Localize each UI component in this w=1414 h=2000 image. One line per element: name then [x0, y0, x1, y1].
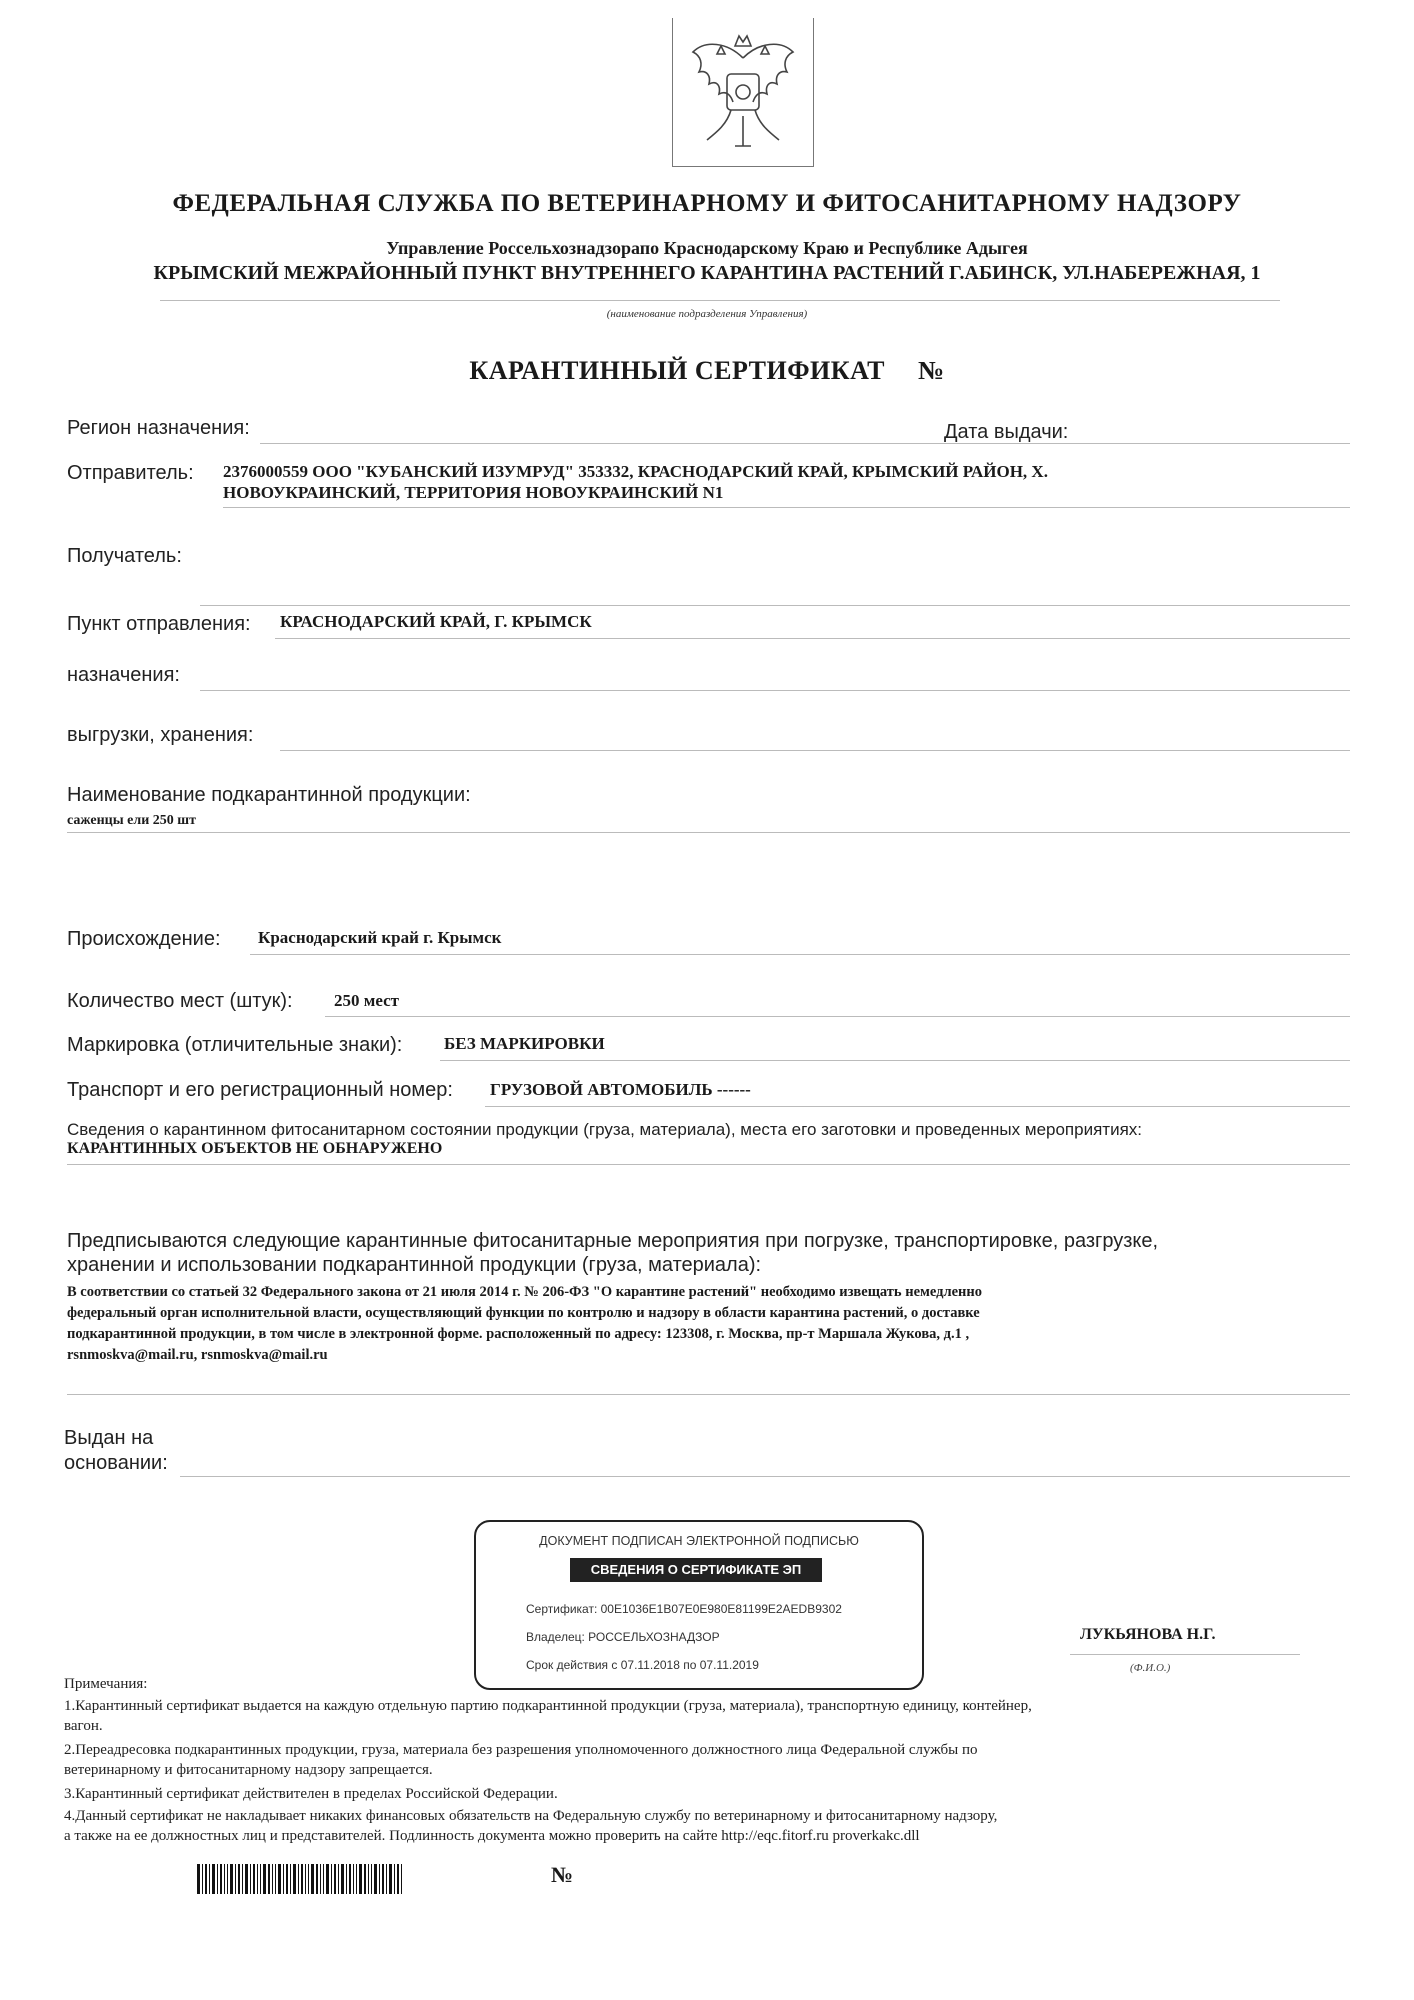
signer-caption: (Ф.И.О.)	[1130, 1662, 1171, 1674]
quantity-label: Количество мест (штук):	[67, 990, 293, 1012]
dispatch-label: Пункт отправления:	[67, 613, 251, 635]
agency-name: ФЕДЕРАЛЬНАЯ СЛУЖБА ПО ВЕТЕРИНАРНОМУ И ФИТОСАНИТАРНОМУ НАДЗОРУ	[172, 190, 1242, 217]
note-2b: ветеринарному и фитосанитарному надзору запрещается.	[64, 1762, 433, 1778]
recipient-rule	[200, 605, 1350, 606]
measures-text-4: rsnmoskva@mail.ru, rsnmoskva@mail.ru	[67, 1347, 328, 1363]
basis-rule	[180, 1476, 1350, 1477]
signer-rule	[1070, 1654, 1300, 1655]
recipient-label: Получатель:	[67, 545, 182, 567]
note-4a: 4.Данный сертификат не накладывает никаких финансовых обязательств на Федеральную службу по ветеринарному и фитосанитарному надзору,	[64, 1808, 998, 1824]
signer-name: ЛУКЬЯНОВА Н.Г.	[1080, 1626, 1216, 1643]
notes-heading: Примечания:	[64, 1676, 148, 1692]
sender-line-2: НОВОУКРАИНСКИЙ, ТЕРРИТОРИЯ НОВОУКРАИНСКИЙ N1	[223, 483, 724, 502]
marking-value: БЕЗ МАРКИРОВКИ	[444, 1034, 605, 1053]
issue-date-label: Дата выдачи:	[944, 421, 1069, 443]
basis-label-1: Выдан на	[64, 1427, 154, 1449]
dispatch-rule	[275, 638, 1350, 639]
department-name: Управление Россельхознадзорапо Краснодарскому Краю и Республике Адыгея	[386, 238, 1028, 258]
region-rule	[260, 443, 1350, 444]
transport-label: Транспорт и его регистрационный номер:	[67, 1079, 453, 1101]
coat-of-arms-icon	[687, 28, 799, 154]
condition-label: Сведения о карантинном фитосанитарном состоянии продукции (груза, материала), места его заготовки и проведенных мероприятиях:	[67, 1120, 1143, 1139]
quarantine-point-name: КРЫМСКИЙ МЕЖРАЙОННЫЙ ПУНКТ ВНУТРЕННЕГО КАРАНТИНА РАСТЕНИЙ Г.АБИНСК, УЛ.НАБЕРЕЖНАЯ, 1	[153, 262, 1261, 284]
certificate-number-sign: №	[917, 356, 945, 385]
quantity-value: 250 мест	[334, 991, 399, 1010]
transport-value: ГРУЗОВОЙ АВТОМОБИЛЬ ------	[490, 1080, 751, 1099]
measures-label-1: Предписываются следующие карантинные фитосанитарные мероприятия при погрузке, транспортировке, разгрузке,	[67, 1230, 1159, 1252]
barcode-icon	[197, 1864, 402, 1894]
emblem-frame	[672, 18, 814, 167]
marking-label: Маркировка (отличительные знаки):	[67, 1034, 403, 1056]
note-2a: 2.Переадресовка подкарантинных продукции, груза, материала без разрешения уполномоченного должностного лица Федеральной службы по	[64, 1742, 978, 1758]
product-label: Наименование подкарантинной продукции:	[67, 784, 471, 806]
measures-rule	[67, 1394, 1350, 1395]
dispatch-value: КРАСНОДАРСКИЙ КРАЙ, Г. КРЫМСК	[280, 612, 592, 631]
transport-rule	[485, 1106, 1350, 1107]
unloading-label: выгрузки, хранения:	[67, 724, 254, 746]
subdivision-caption: (наименование подразделения Управления)	[606, 308, 808, 320]
basis-label-2: основании:	[64, 1452, 168, 1474]
marking-rule	[440, 1060, 1350, 1061]
measures-label-2: хранении и использовании подкарантинной продукции (груза, материала):	[67, 1254, 762, 1276]
signature-owner: Владелец: РОССЕЛЬХОЗНАДЗОР	[526, 1630, 720, 1644]
measures-text-2: федеральный орган исполнительной власти, осуществляющий функции по контролю и надзору в области карантина растений, о доставке	[67, 1305, 980, 1321]
note-1a: 1.Карантинный сертификат выдается на каждую отдельную партию подкарантинной продукции (груза, материала), транспортную единицу, контейнер,	[64, 1698, 1032, 1714]
signature-heading: ДОКУМЕНТ ПОДПИСАН ЭЛЕКТРОННОЙ ПОДПИСЬЮ	[539, 1534, 859, 1548]
signature-certificate: Сертификат: 00E1036E1B07E0E980E81199E2AEDB9302	[526, 1602, 842, 1616]
certificate-title-text: КАРАНТИННЫЙ СЕРТИФИКАТ	[469, 356, 885, 385]
electronic-signature-stamp	[474, 1520, 924, 1690]
product-rule	[67, 832, 1350, 833]
destination-label: назначения:	[67, 664, 180, 686]
sender-rule	[223, 507, 1350, 508]
condition-value: КАРАНТИННЫХ ОБЪЕКТОВ НЕ ОБНАРУЖЕНО	[67, 1140, 443, 1157]
product-value: саженцы ели 250 шт	[67, 813, 196, 828]
origin-label: Происхождение:	[67, 928, 221, 950]
destination-rule	[200, 690, 1350, 691]
measures-text-1: В соответствии со статьей 32 Федерального закона от 21 июля 2014 г. № 206-ФЗ "О карантине растений" необходимо извещать немедленно	[67, 1284, 983, 1300]
origin-value: Краснодарский край г. Крымск	[258, 928, 502, 947]
unloading-rule	[280, 750, 1350, 751]
origin-rule	[250, 954, 1350, 955]
quantity-rule	[325, 1016, 1350, 1017]
note-3: 3.Карантинный сертификат действителен в пределах Российской Федерации.	[64, 1786, 558, 1802]
measures-text-3: подкарантинной продукции, в том числе в электронной форме. расположенный по адресу: 123308, г. Москва, пр-т Маршала Жукова, д.1 ,	[67, 1326, 970, 1342]
condition-rule	[67, 1164, 1350, 1165]
sender-line-1: 2376000559 ООО "КУБАНСКИЙ ИЗУМРУД" 353332, КРАСНОДАРСКИЙ КРАЙ, КРЫМСКИЙ РАЙОН, Х.	[223, 462, 1048, 481]
header-rule	[160, 300, 1280, 301]
signature-info-band: СВЕДЕНИЯ О СЕРТИФИКАТЕ ЭП	[570, 1558, 822, 1582]
note-4b: а также на ее должностных лиц и представителей. Подлинность документа можно проверить на сайте http://eqc.fitorf.ru proverkakc.dll	[64, 1828, 920, 1844]
signature-validity: Срок действия с 07.11.2018 по 07.11.2019	[526, 1658, 759, 1672]
region-label: Регион назначения:	[67, 417, 250, 439]
footer-number-sign: №	[551, 1862, 574, 1887]
sender-label: Отправитель:	[67, 462, 194, 484]
certificate-title	[0, 356, 1414, 386]
note-1b: вагон.	[64, 1718, 103, 1734]
